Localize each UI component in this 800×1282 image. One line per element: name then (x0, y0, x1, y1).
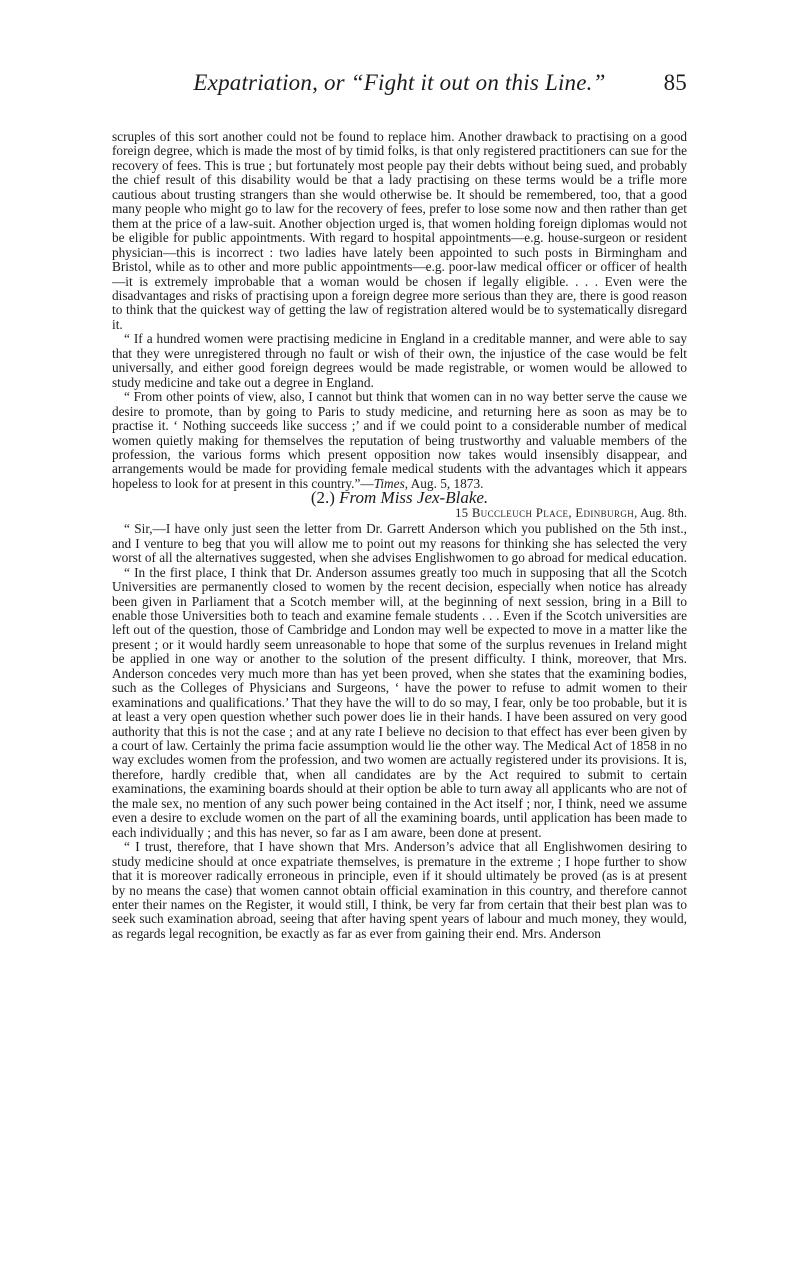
citation-source: Times (373, 475, 405, 491)
letter-paragraph: “ Sir,—I have only just seen the letter from Dr. Garrett Anderson which you published on the 5th inst., and I venture to beg that you will allow me to point out my reasons for thinking she has selected the very worst of all the alternatives suggested, when she advises Englishwomen to go abroad for medical education. (112, 521, 687, 566)
letter-address: 15 Buccleuch Place, Edinburgh, (455, 505, 638, 520)
paragraph: “ From other points of view, also, I cannot but think that women can in no way better serve the cause we desire to promote, than by going to Paris to study medicine, and returning here as soon as may be to practise it. ‘ Nothing succeeds like success ;’ and if we could point to a considerable number of medical women quietly making for themselves the reputation of being trustworthy and valuable members of the profession, the various forms which present opposition now takes would insensibly disappear, and arrangements would be made for providing female medical students with the advantages which it appears hopeless to look for at present in this country.”—Times, Aug. 5, 1873. (112, 389, 687, 491)
letter-dateline (112, 506, 687, 520)
section-number: (2.) (310, 488, 335, 508)
section-prefix: From (339, 488, 377, 508)
page-number: 85 (663, 70, 687, 95)
citation-date: , Aug. 5, 1873. (404, 475, 484, 491)
running-title: Expatriation, or “Fight it out on this Line.” (193, 70, 606, 95)
letter-paragraph: “ In the first place, I think that Dr. Anderson assumes greatly too much in supposing that all the Scotch Universities are permanently closed to women by the recent decision, especially when notice has already been given in Parliament that a Scotch member will, at the beginning of next session, bring in a Bill to enable those Universities both to teach and examine female students . . . Even if the Scotch universities are left out of the question, those of Cambridge and London may well be expected to move in a matter like the present ; or it would hardly seem unreasonable to hope that some of the surplus revenues in Ireland might be applied in one way or another to the solution of the present difficulty. I think, moreover, that Mrs. Anderson concedes very much more than has yet been proved, when she states that the examining bodies, such as the Colleges of Physicians and Surgeons, ‘ have the power to refuse to admit women to their examinations and qualifications.’ That they have the will to do so may, I fear, only be too probable, but it is at least a very open question whether such power does lie in their hands. I have been assured on very good authority that this is not the case ; and at any rate I believe no decision to that effect has ever been given by a court of law. Certainly the prima facie assumption would lie the other way. The Medical Act of 1858 in no way excludes women from the profession, and two women are actually registered under its provisions. It is, therefore, hardly credible that, when all candidates are by the Act required to submit to certain examinations, the examining boards should at their option be able to turn away all applicants who are not of the male sex, no mention of any such power being contained in the Act itself ; nor, I think, need we assume even a desire to exclude women on the part of all the examining boards, until application has been made to each individually ; and this has never, so far as I am aware, been done at present. (112, 564, 687, 840)
paragraph-text: “ From other points of view, also, I cannot but think that women can in no way better serve the cause we desire to promote, than by going to Paris to study medicine, and returning here as soon as may be to practise it. ‘ Nothing succeeds like success ;’ and if we could point to a considerable number of medical women quietly making for themselves the reputation of being trustworthy and valuable members of the profession, the various forms which present opposition now takes would insensibly disappear, and arrangements would be made for providing female medical students with the advantages which it appears hopeless to look for at present in this country.” (112, 389, 687, 491)
page-body (112, 130, 687, 941)
paragraph: scruples of this sort another could not be found to replace him. Another drawback to practising on a good foreign degree, which is made the most of by timid folks, is that only registered practitioners can sue for the recovery of fees. This is true ; but fortunately most people pay their debts without being sued, and probably the chief result of this disability would be that a lady practising on these terms would be a trifle more cautious about trusting strangers than she would otherwise be. It should be remembered, too, that a good many people who might go to law for the recovery of fees, prefer to lose some now and then rather than get them at the price of a law-suit. Another objection urged is, that women holding foreign diplomas would not be eligible for public appointments. With regard to hospital appointments—e.g. house-surgeon or resident physician—this is incorrect : two ladies have lately been appointed to such posts in Birmingham and Bristol, while as to other and more public appointments—e.g. poor-law medical officer or officer of health—it is extremely improbable that a woman would be chosen if legally eligible. . . . Even were the disadvantages and risks of practising upon a foreign degree more serious than they are, there is good reason to think that the quickest way of getting the law of registration altered would be to systematically disregard it. (112, 129, 687, 332)
running-header (112, 70, 687, 96)
section-author: Miss Jex-Blake. (380, 488, 489, 508)
letter-date: Aug. 8th. (637, 505, 687, 520)
letter-paragraph: “ I trust, therefore, that I have shown that Mrs. Anderson’s advice that all Englishwomen desiring to study medicine should at once expatriate themselves, is premature in the extreme ; I hope further to show that it is moreover radically erroneous in principle, even if it should ultimately be proved (as is at present by no means the case) that women cannot obtain official examination in this country, and therefore cannot enter their names on the Register, it would still, I think, be very far from certain that their best plan was to seek such examination abroad, seeing that after having spent years of labour and much money, they would, as regards legal recognition, be exactly as far as ever from gaining their end. Mrs. Anderson (112, 839, 687, 941)
section-heading (112, 488, 687, 508)
paragraph: “ If a hundred women were practising medicine in England in a creditable manner, and were able to say that they were unregistered through no fault or wish of their own, the injustice of the case would be felt universally, and either good foreign degrees would be made registrable, or women would be allowed to study medicine and take out a degree in England. (112, 331, 687, 390)
